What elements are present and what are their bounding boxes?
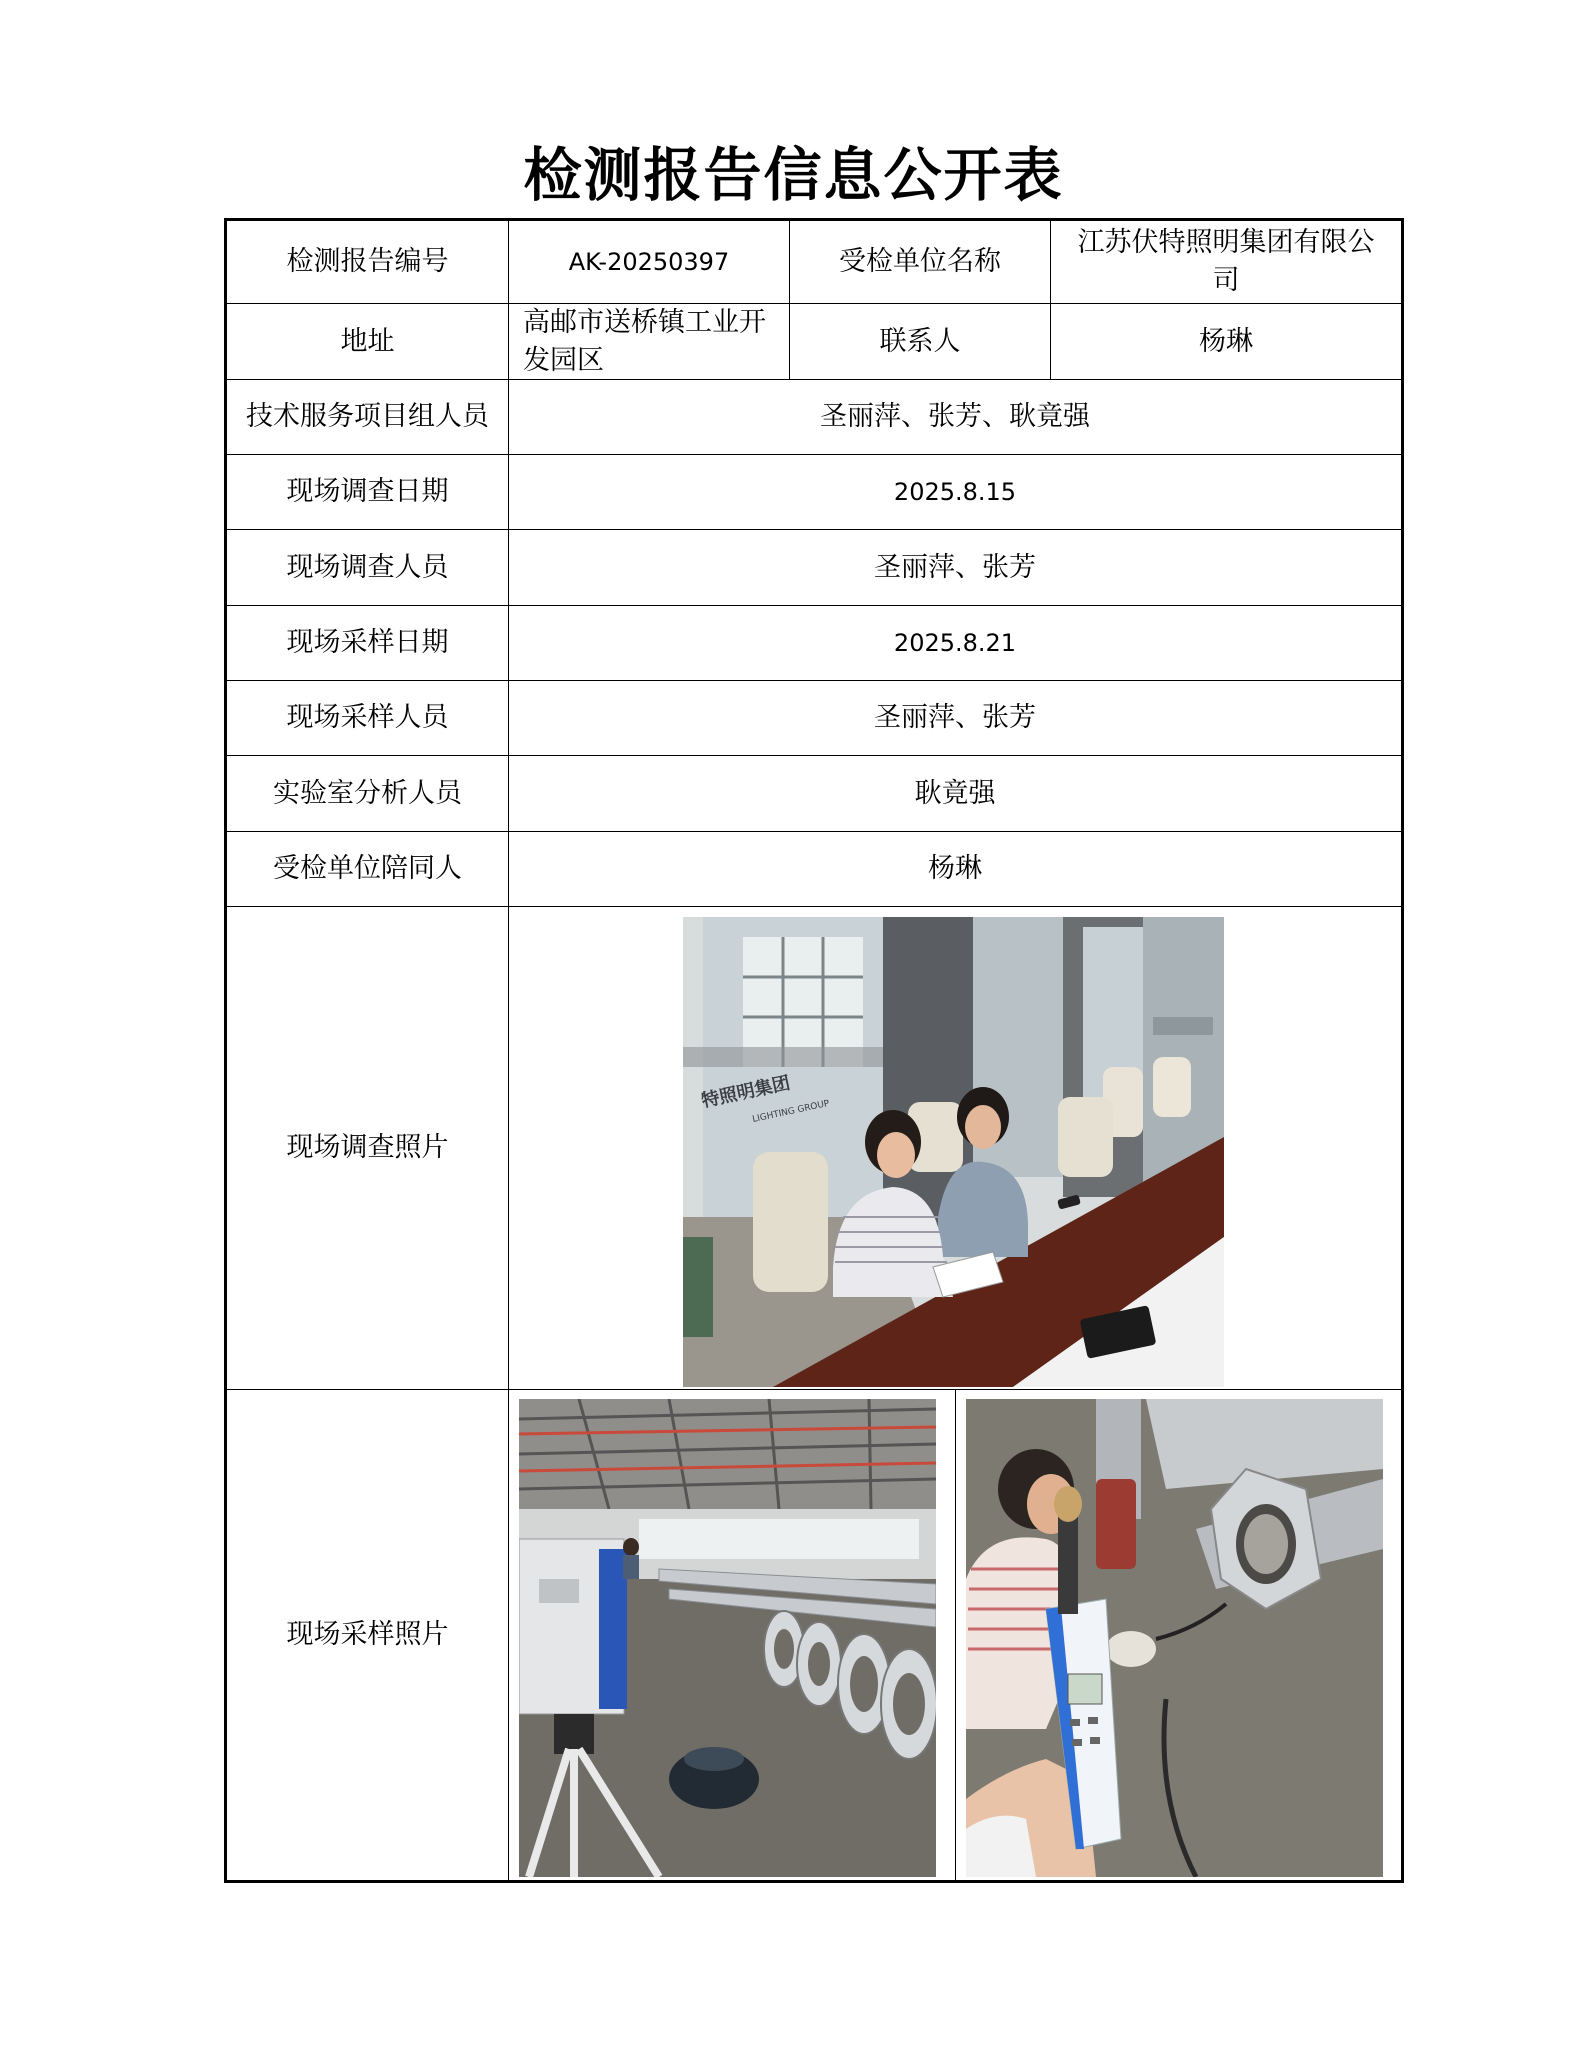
survey-date-value: 2025.8.15: [893, 478, 1017, 506]
lab-staff-label: 实验室分析人员: [273, 777, 462, 809]
escort-label: 受检单位陪同人: [273, 853, 462, 884]
sampling-staff-label: 现场采样人员: [286, 702, 449, 733]
company-value: 江苏伏特照明集团有限公司: [1077, 227, 1375, 296]
escort-value: 杨琳: [928, 853, 982, 884]
sampling-photo-label: 现场采样照片: [286, 1619, 449, 1650]
sampling-date-value: 2025.8.21: [893, 629, 1017, 657]
survey-staff-value: 圣丽萍、张芳: [874, 551, 1036, 583]
survey-photo: [683, 917, 1224, 1387]
survey-date-label: 现场调查日期: [286, 476, 449, 507]
report-table: [224, 218, 1404, 1883]
contact-label: 联系人: [879, 325, 961, 357]
sampling-staff-value: 圣丽萍、张芳: [874, 702, 1036, 733]
sampling-photo-workshop: [519, 1399, 936, 1877]
survey-staff-label: 现场调查人员: [286, 551, 449, 583]
sampling-photo-meter: [966, 1399, 1383, 1877]
survey-photo-label: 现场调查照片: [286, 1132, 449, 1163]
team-value: 圣丽萍、张芳、耿竟强: [820, 401, 1090, 432]
address-label: 地址: [340, 325, 395, 357]
contact-value: 杨琳: [1199, 325, 1253, 357]
report-no-value: AK-20250397: [568, 248, 730, 276]
lab-staff-value: 耿竟强: [914, 777, 996, 809]
page-title: 检测报告信息公开表: [523, 141, 1064, 209]
sampling-date-label: 现场采样日期: [286, 627, 449, 658]
address-value: 高邮市送桥镇工业开发园区: [523, 306, 766, 376]
company-label: 受检单位名称: [839, 246, 1001, 277]
report-no-label: 检测报告编号: [286, 246, 449, 277]
wall-logo-subtext: LIGHTING GROUP: [751, 1098, 831, 1125]
wall-logo-text: 特照明集团: [699, 1072, 793, 1112]
team-label: 技术服务项目组人员: [246, 401, 489, 432]
